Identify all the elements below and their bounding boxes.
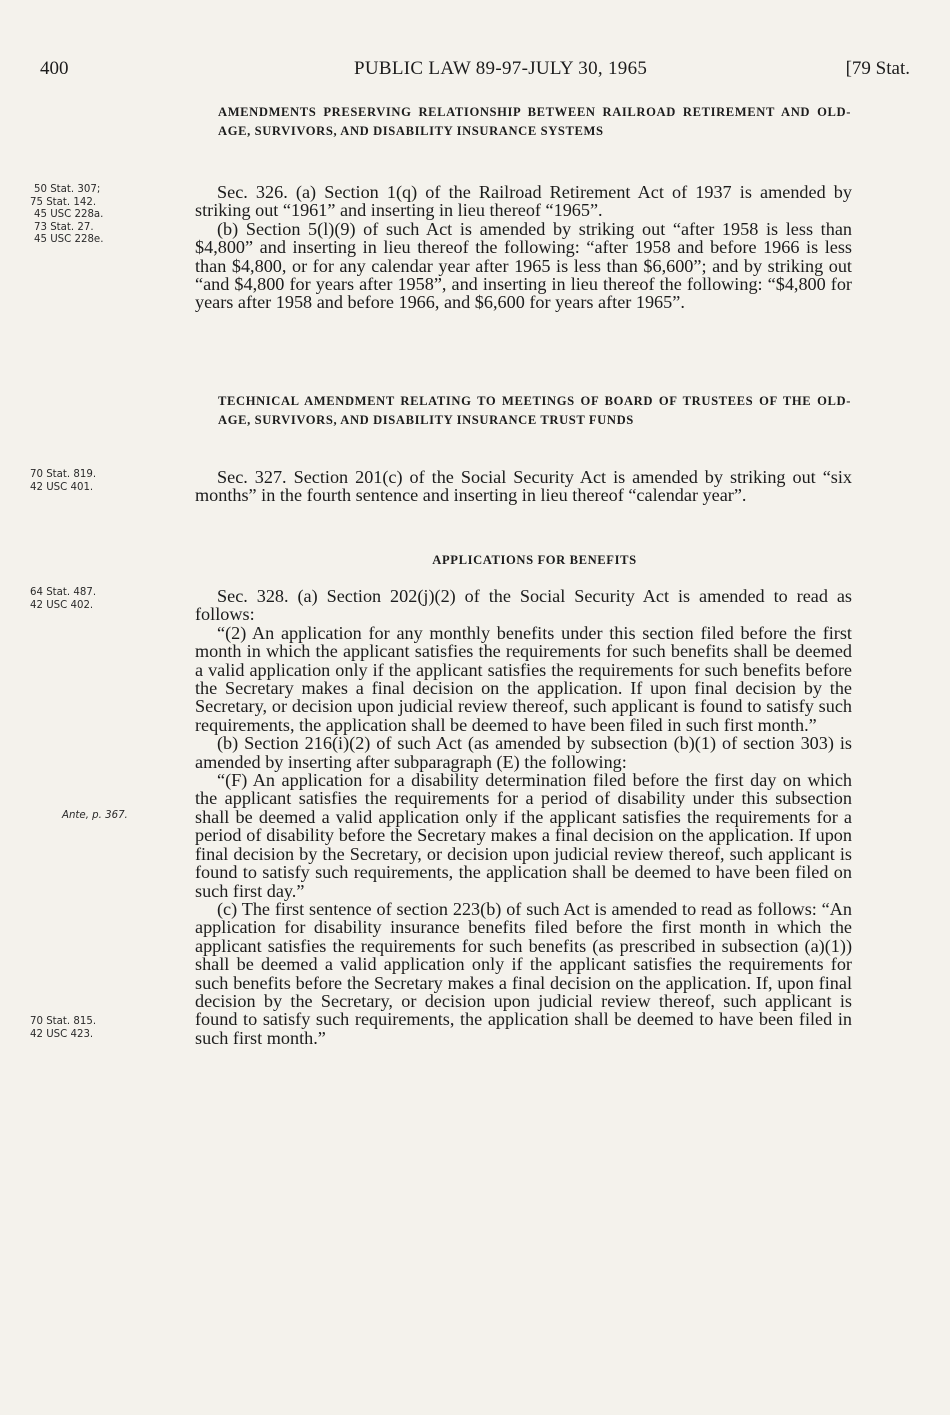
margin-note-sec328a — [30, 587, 180, 612]
margin-note-line: 75 Stat. 142. — [30, 196, 97, 208]
page-number: 400 — [40, 58, 69, 79]
margin-note-line: 70 Stat. 819. — [30, 469, 97, 480]
sec326-a: Sec. 326. (a) Section 1(q) of the Railroad Retirement Act of 1937 is amended by striking out “1961” and inserting in lieu thereof “1965”. — [195, 182, 852, 221]
sec328-c: (c) The first sentence of section 223(b) of such Act is amended to read as follows: “An application for disability insurance benefits filed before the first month in which the applicant satisfies the requirements for such benefits (as prescribed in subsection (a)(1)) shall be deemed a valid application only if the applicant satisfies the requirements for such benefits before the Secretary makes a final decision on the application. If, upon final decision by the Secretary, or decision upon judicial review thereof, such applicant is found to satisfy such requirements, the application shall be deemed to have been filed in such first month.” — [195, 898, 852, 1048]
sec328-a-quote: “(2) An application for any monthly benefits under this section filed before the first month in which the applicant satisfies the requirements for such benefits shall be deemed a valid application only if the applicant satisfies the requirements for such benefits before the Secretary makes a final decision on the application. If upon final decision by the Secretary, or decision upon judicial review thereof, such applicant is found to satisfy such requirements, the application shall be deemed to have been filed in such first month.” — [195, 622, 852, 735]
margin-note-line: Ante, p. 367. — [62, 810, 128, 821]
margin-note-sec327 — [30, 469, 180, 494]
margin-note-sec328b — [62, 810, 212, 823]
heading-applications: APPLICATIONS FOR BENEFITS — [432, 553, 637, 567]
margin-note-line: 42 USC 402. — [30, 599, 94, 611]
sec328-a: Sec. 328. (a) Section 202(j)(2) of the Social Security Act is amended to read as follows: — [195, 586, 852, 625]
sec328-b-quote: “(F) An application for a disability determination filed before the first day on which the applicant satisfies the requirements for a period of disability under this subsection shall be deemed a valid application only if the applicant satisfies the requirements for a period of disability before the Secretary makes a final decision on the application. If upon final decision by the Secretary, or decision upon judicial review thereof, such applicant is found to satisfy such requirements, the application shall be deemed to have been filed on such first day.” — [195, 770, 852, 901]
margin-note-sec328c — [30, 1016, 180, 1041]
sec326-b: (b) Section 5(l)(9) of such Act is amended by striking out “after 1958 is less than $4,800” and inserting in lieu thereof the following: “after 1958 and before 1966 is less than $4,800, or for any calendar year after 1965 is less than $6,600”; and by striking out “and $4,800 for years after 1958”, and inserting in lieu thereof the following: “$4,800 for years after 1958 and before 1966, and $6,600 for years after 1965”. — [195, 218, 852, 313]
section-326 — [195, 183, 852, 312]
margin-note-line: 73 Stat. 27. — [34, 221, 94, 233]
sec327-text: Sec. 327. Section 201(c) of the Social Security Act is amended by striking out “six months” in the fourth sentence and inserting in lieu thereof “calendar year”. — [195, 467, 852, 506]
margin-note-line: 45 USC 228a. — [34, 209, 104, 221]
margin-note-line: 45 USC 228e. — [34, 234, 104, 246]
section-327 — [195, 468, 852, 505]
margin-note-line: 42 USC 401. — [30, 481, 94, 493]
section-328 — [195, 587, 852, 1047]
heading-railroad-retirement: AMENDMENTS PRESERVING RELATIONSHIP BETWEEN RAILROAD RETIREMENT AND OLD-AGE, SURVIVORS, AND DISABILITY INSURANCE SYSTEMS — [218, 105, 851, 138]
margin-note-line: 70 Stat. 815. — [30, 1016, 97, 1027]
heading-trust-funds: TECHNICAL AMENDMENT RELATING TO MEETINGS OF BOARD OF TRUSTEES OF THE OLD-AGE, SURVIVORS, AND DISABILITY INSURANCE TRUST FUNDS — [218, 394, 851, 427]
margin-note-line: 64 Stat. 487. — [30, 587, 97, 598]
running-header — [40, 58, 910, 82]
margin-note-line: 42 USC 423. — [30, 1028, 94, 1040]
volume-reference: [79 Stat. — [845, 58, 910, 79]
sec328-b: (b) Section 216(i)(2) of such Act (as amended by subsection (b)(1) of section 303) is amended by inserting after subparagraph (E) the following: — [195, 733, 852, 772]
margin-note-railroad — [30, 184, 180, 247]
running-title: PUBLIC LAW 89-97-JULY 30, 1965 — [354, 58, 648, 79]
margin-note-line: 50 Stat. 307; — [34, 184, 101, 195]
